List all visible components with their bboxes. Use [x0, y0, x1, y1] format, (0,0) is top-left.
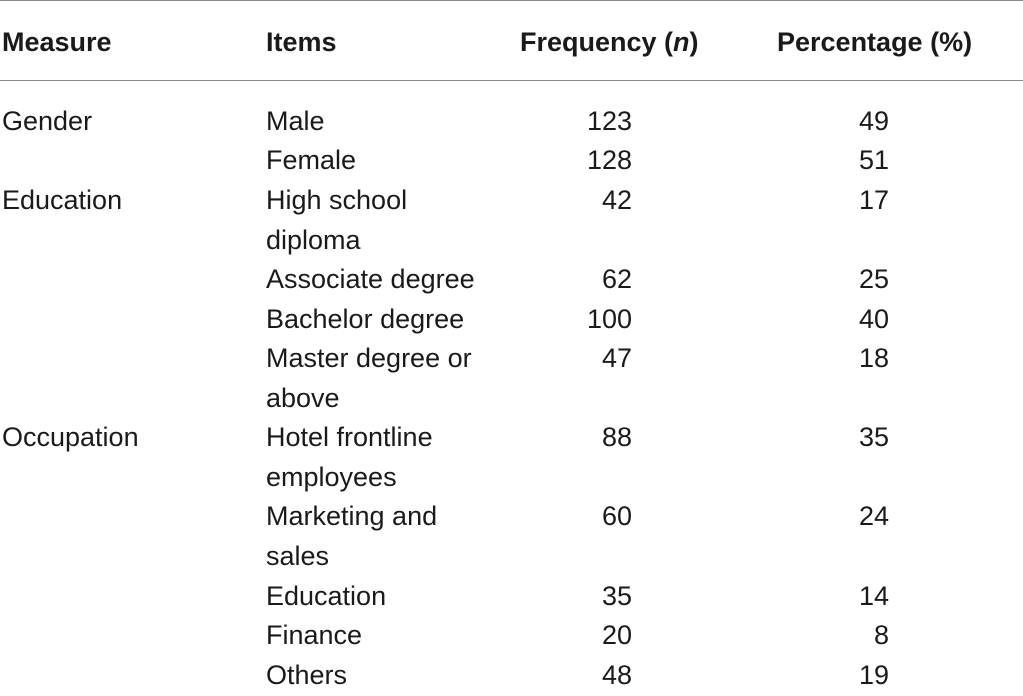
cell-percentage: 24	[858, 501, 889, 531]
table-top-rule	[0, 0, 1023, 1]
cell-percentage: 8	[873, 620, 889, 650]
cell-frequency: 47	[601, 343, 632, 373]
cell-measure: Occupation	[2, 422, 139, 452]
cell-percentage: 18	[858, 343, 889, 373]
cell-frequency: 20	[601, 620, 632, 650]
cell-frequency: 42	[601, 185, 632, 215]
cell-item: Master degree or above	[266, 343, 472, 413]
cell-percentage: 25	[858, 264, 889, 294]
header-frequency-suffix: )	[689, 27, 699, 57]
header-frequency-n: n	[673, 27, 690, 57]
header-items: Items	[266, 27, 337, 57]
table-header-rule	[0, 80, 1023, 81]
cell-item: High school diploma	[266, 185, 408, 255]
cell-frequency: 88	[601, 422, 632, 452]
cell-percentage: 19	[858, 660, 889, 690]
header-frequency	[520, 26, 699, 58]
header-measure: Measure	[2, 27, 112, 57]
cell-frequency: 62	[601, 264, 632, 294]
cell-frequency: 48	[601, 660, 632, 690]
cell-item: Hotel frontline employees	[266, 422, 433, 492]
cell-frequency: 100	[586, 304, 632, 334]
cell-frequency: 123	[586, 106, 632, 136]
cell-item: Others	[266, 660, 348, 690]
cell-item: Male	[266, 106, 325, 136]
cell-measure: Gender	[2, 106, 93, 136]
cell-percentage: 35	[858, 422, 889, 452]
cell-percentage: 40	[858, 304, 889, 334]
cell-frequency: 128	[586, 145, 632, 175]
cell-frequency: 60	[601, 501, 632, 531]
cell-item: Bachelor degree	[266, 304, 465, 334]
cell-item: Female	[266, 145, 357, 175]
cell-item: Marketing and sales	[266, 501, 438, 571]
cell-percentage: 51	[858, 145, 889, 175]
header-percentage: Percentage (%)	[777, 27, 973, 57]
cell-percentage: 14	[858, 581, 889, 611]
header-frequency-prefix: Frequency (	[520, 27, 674, 57]
cell-frequency: 35	[601, 581, 632, 611]
cell-item: Finance	[266, 620, 363, 650]
cell-measure: Education	[2, 185, 123, 215]
cell-percentage: 17	[858, 185, 889, 215]
cell-item: Associate degree	[266, 264, 475, 294]
cell-item: Education	[266, 581, 387, 611]
cell-percentage: 49	[858, 106, 889, 136]
